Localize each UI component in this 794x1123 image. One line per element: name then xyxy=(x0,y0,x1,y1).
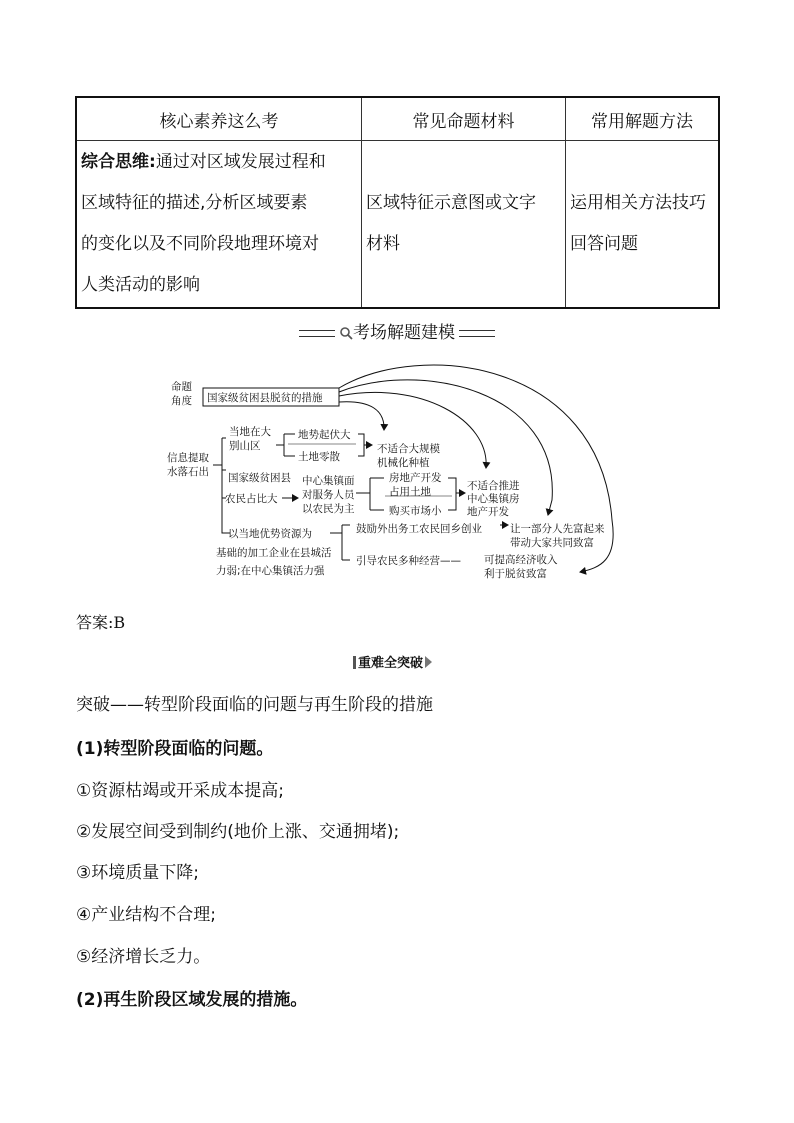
top-box-text: 国家级贫困县脱贫的措施 xyxy=(207,392,323,404)
buhe1-text: 不适合大规模 xyxy=(377,443,440,455)
arrow-right-icon xyxy=(425,656,432,668)
table-header: 常用解题方法 xyxy=(566,97,720,141)
list-item: ⑤经济增长乏力。 xyxy=(76,947,211,967)
material-cell xyxy=(362,141,566,309)
core-label: 综合思维: xyxy=(81,152,156,172)
body-heading: 突破——转型阶段面临的问题与再生阶段的措施 xyxy=(76,695,433,715)
goumai-text: 购买市场小 xyxy=(389,505,442,517)
core-line: 的变化以及不同阶段地理环境对 xyxy=(81,234,319,254)
material-line: 材料 xyxy=(366,234,400,254)
buhe2-text: 不适合推进 xyxy=(467,480,520,492)
arc-to-rang xyxy=(339,380,552,515)
table-header: 核心素养这么考 xyxy=(76,97,362,141)
buhe2-text: 中心集镇房 xyxy=(467,493,520,505)
list-item: ④产业结构不合理; xyxy=(76,905,216,925)
tudi-text: 土地零散 xyxy=(298,451,340,463)
divider xyxy=(299,330,335,337)
fangdi-text: 占用土地 xyxy=(389,486,431,498)
guojia-text: 国家级贫困县 xyxy=(228,472,291,484)
subheading: (1)转型阶段面临的问题。 xyxy=(76,739,274,759)
rang-text: 带动大家共同致富 xyxy=(510,537,594,549)
yi-dangdi-text: 以当地优势资源为 xyxy=(228,528,312,540)
arc-to-buhe1 xyxy=(339,402,384,430)
section-badge xyxy=(353,652,432,671)
zhongxin-text: 对服务人员 xyxy=(302,489,355,501)
material-line: 区域特征示意图或文字 xyxy=(366,193,536,213)
buhe1-text: 机械化种植 xyxy=(377,457,430,469)
method-cell xyxy=(566,141,720,309)
list-item: ③环境质量下降; xyxy=(76,863,199,883)
nongmin-text: 农民占比大 xyxy=(225,493,278,505)
answer: 答案:B xyxy=(76,613,126,632)
core-literacy-cell xyxy=(76,141,362,309)
dangdi-text: 别山区 xyxy=(229,440,261,452)
method-line: 运用相关方法技巧 xyxy=(570,193,706,213)
core-line: 区域特征的描述,分析区域要素 xyxy=(81,193,308,213)
xinxi-text: 信息提取 xyxy=(167,452,209,464)
guli-text: 鼓励外出务工农民回乡创业 xyxy=(356,523,482,535)
buhe2-text: 地产开发 xyxy=(467,506,509,518)
keti-text: 可提高经济收入 xyxy=(484,554,558,566)
core-line: 通过对区域发展过程和 xyxy=(155,152,326,172)
problem-solving-diagram xyxy=(0,350,794,590)
list-item: ①资源枯竭或开采成本提高; xyxy=(76,781,284,801)
method-line: 回答问题 xyxy=(570,234,638,254)
core-literacy-table xyxy=(75,96,720,309)
yindao-text: 引导农民多种经营—— xyxy=(356,555,461,567)
section-title xyxy=(0,318,794,343)
zhongxin-text: 以农民为主 xyxy=(302,503,355,515)
badge-bar-icon xyxy=(353,656,356,669)
table-header: 常见命题材料 xyxy=(362,97,566,141)
dishi-text: 地势起伏大 xyxy=(298,429,351,441)
subheading: (2)再生阶段区域发展的措施。 xyxy=(76,990,308,1010)
bracket-main xyxy=(222,438,230,533)
mingti-text: 命题 xyxy=(171,381,192,393)
core-line: 人类活动的影响 xyxy=(81,275,200,295)
magnifier-icon xyxy=(339,323,353,343)
zhongxin-text: 中心集镇面 xyxy=(302,475,355,487)
mingti-text: 角度 xyxy=(171,395,192,407)
list-item: ②发展空间受到制约(地价上涨、交通拥堵); xyxy=(76,822,400,842)
fangdi-text: 房地产开发 xyxy=(389,472,442,484)
rang-text: 让一部分人先富起来 xyxy=(510,523,605,535)
badge-text: 重难全突破 xyxy=(358,656,424,671)
dangdi-text: 当地在大 xyxy=(229,426,271,438)
jichu-text: 力弱;在中心集镇活力强 xyxy=(216,565,325,577)
section-title-text: 考场解题建模 xyxy=(353,323,455,343)
jichu-text: 基础的加工企业在县城活 xyxy=(216,547,332,559)
divider xyxy=(459,330,495,337)
xinxi-text: 水落石出 xyxy=(167,466,209,478)
keti-text: 利于脱贫致富 xyxy=(484,568,547,580)
